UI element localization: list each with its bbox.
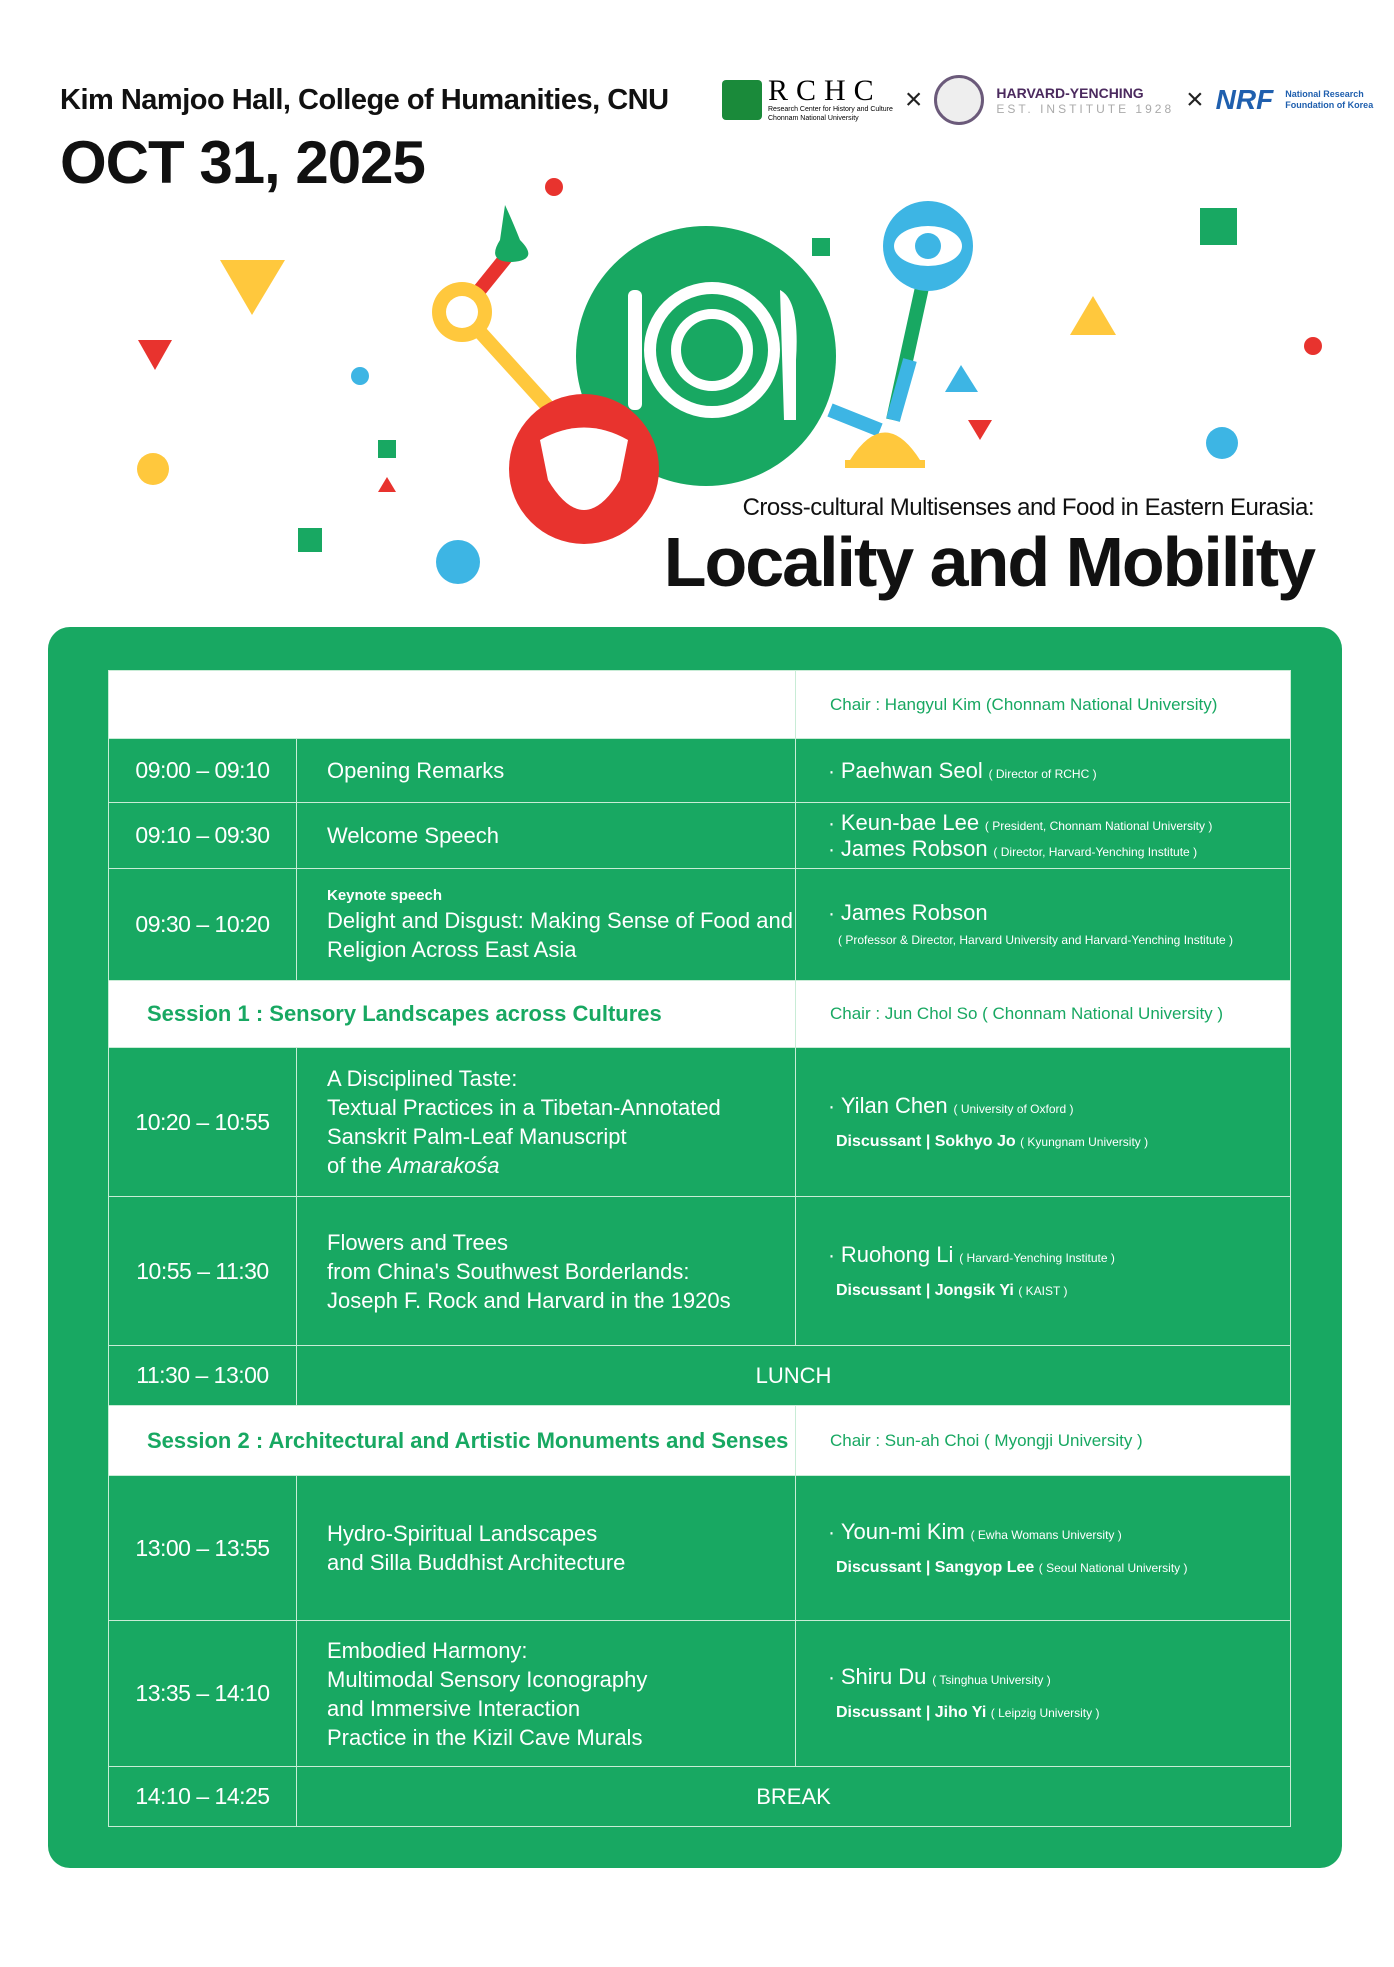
title-line: and Silla Buddhist Architecture — [327, 1550, 626, 1575]
program-table — [108, 670, 1291, 1827]
affiliation: ( University of Oxford ) — [953, 1101, 1074, 1116]
speaker-cell: · Yilan Chen ( University of Oxford ) Discussant | Sokhyo Jo ( Kyungnam University ) — [796, 1048, 1291, 1197]
table-row — [109, 869, 1291, 981]
title-line: of the — [327, 1153, 389, 1178]
affiliation: ( Kyungnam University ) — [1020, 1134, 1149, 1149]
rchc-title: RCHC — [768, 74, 882, 107]
affiliation: ( Professor & Director, Harvard University and Harvard-Yenching Institute ) — [838, 932, 1234, 947]
session-chair: Chair : Sun-ah Choi ( Myongji University ) — [796, 1406, 1291, 1476]
affiliation: ( Seoul National University ) — [1038, 1560, 1188, 1575]
affiliation: ( Leipzig University ) — [990, 1706, 1100, 1720]
rchc-sub: Research Center for History and Culture — [768, 106, 893, 113]
table-row — [109, 803, 1291, 869]
program-cell — [297, 1621, 796, 1767]
event-title: Locality and Mobility — [663, 523, 1314, 601]
session-title: Session 2 : Architectural and Artistic Monuments and Senses — [109, 1406, 796, 1476]
table-row — [109, 1048, 1291, 1197]
program-cell — [297, 1197, 796, 1346]
break-label: BREAK — [297, 1767, 1291, 1827]
nrf-sub2: Foundation of Korea — [1285, 100, 1374, 110]
table-row — [109, 671, 1291, 739]
nrf-logo: NRF — [1215, 84, 1274, 115]
discussant — [828, 1282, 1067, 1300]
affiliation: ( President, Chonnam National University ) — [984, 818, 1213, 833]
speaker: James Robson — [840, 899, 988, 925]
speaker-cell: · Youn-mi Kim ( Ewha Womans University ) Discussant | Sangyop Lee ( Seoul National University ) — [796, 1476, 1291, 1621]
speaker-cell: · Keun-bae Lee ( President, Chonnam National University ) · James Robson ( Director, Harvard-Yenching Institute ) — [796, 803, 1291, 869]
speaker-cell: · Ruohong Li ( Harvard-Yenching Institute ) Discussant | Jongsik Yi ( KAIST ) — [796, 1197, 1291, 1346]
title-line: and Immersive Interaction — [327, 1695, 581, 1721]
title-line: Sanskrit Palm-Leaf Manuscript — [327, 1124, 627, 1149]
title-line: Multimodal Sensory Iconography — [327, 1666, 648, 1692]
time: 09:30 – 10:20 — [109, 869, 297, 981]
time: 10:20 – 10:55 — [109, 1048, 297, 1197]
program-title: Opening Remarks — [297, 739, 796, 803]
rchc-sub2: Chonnam National University — [768, 115, 859, 122]
times-sign: × — [904, 83, 923, 116]
session-title: Session 1 : Sensory Landscapes across Cultures — [109, 981, 796, 1048]
program-cell — [297, 869, 796, 981]
opening-chair: Chair : Hangyul Kim (Chonnam National University) — [796, 671, 1291, 739]
affiliation: ( Director, Harvard-Yenching Institute ) — [993, 844, 1198, 859]
time: 14:10 – 14:25 — [109, 1767, 297, 1827]
time: 09:10 – 09:30 — [109, 803, 297, 869]
discussant-label: Discussant | — [836, 1704, 935, 1721]
table-row — [109, 1621, 1291, 1767]
session-header — [109, 1406, 1291, 1476]
speaker: Youn-mi Kim — [840, 1518, 965, 1544]
lunch-label: LUNCH — [297, 1346, 1291, 1406]
affiliation: ( Tsinghua University ) — [932, 1673, 1051, 1687]
time: 11:30 – 13:00 — [109, 1346, 297, 1406]
event-date: OCT 31, 2025 — [60, 129, 425, 196]
program-title: Delight and Disgust: Making Sense of Food and Religion Across East Asia — [327, 907, 793, 962]
title-italic: Amarakośa — [388, 1153, 500, 1178]
tongue-icon — [509, 394, 659, 544]
event-subtitle: Cross-cultural Multisenses and Food in Eastern Eurasia: — [742, 494, 1314, 521]
program-cell — [297, 1048, 796, 1197]
speaker: Keun-bae Lee — [840, 809, 980, 835]
keynote-label: Keynote speech — [327, 886, 443, 904]
speaker: Yilan Chen — [840, 1092, 948, 1118]
discussant-name: Sangyop Lee — [934, 1558, 1035, 1576]
hy-title: HARVARD-YENCHING — [996, 85, 1144, 101]
speaker-cell: · Shiru Du ( Tsinghua University ) Discussant | Jiho Yi ( Leipzig University ) — [796, 1621, 1291, 1767]
session-chair: Chair : Jun Chol So ( Chonnam National University ) — [796, 981, 1291, 1048]
speaker-cell: · Paehwan Seol ( Director of RCHC ) — [796, 739, 1291, 803]
affiliation: ( Ewha Womans University ) — [970, 1527, 1122, 1542]
discussant-name: Sokhyo Jo — [934, 1132, 1016, 1150]
discussant-label: Discussant | — [836, 1281, 935, 1299]
discussant — [828, 1133, 1148, 1151]
program-cell — [297, 1476, 796, 1621]
speaker: Paehwan Seol — [840, 757, 983, 783]
title-line: Hydro-Spiritual Landscapes — [327, 1521, 598, 1546]
cloche-icon — [845, 433, 925, 469]
flower-icon — [432, 282, 492, 342]
affiliation: ( Director of RCHC ) — [988, 766, 1097, 781]
discussant-name: Jiho Yi — [934, 1704, 987, 1721]
title-line: Practice in the Kizil Cave Murals — [327, 1724, 643, 1750]
time: 13:35 – 14:10 — [109, 1621, 297, 1767]
affiliation: ( KAIST ) — [1018, 1283, 1068, 1298]
eye-icon — [883, 201, 973, 291]
discussant — [828, 1559, 1188, 1577]
venue: Kim Namjoo Hall, College of Humanities, CNU — [60, 84, 669, 116]
title-line: Flowers and Trees — [327, 1229, 508, 1255]
program-title: Welcome Speech — [297, 803, 796, 869]
nrf-sub: National Research — [1285, 89, 1364, 99]
title-line: A Disciplined Taste: — [327, 1066, 518, 1091]
title-line: Joseph F. Rock and Harvard in the 1920s — [327, 1287, 731, 1313]
hy-sub: EST. INSTITUTE 1928 — [996, 102, 1175, 116]
discussant — [828, 1704, 1099, 1722]
time: 13:00 – 13:55 — [109, 1476, 297, 1621]
speaker-cell: · James Robson ( Professor & Director, Harvard University and Harvard-Yenching Institute ) — [796, 869, 1291, 981]
nose-icon — [495, 205, 528, 262]
speaker: Shiru Du — [840, 1664, 927, 1689]
discussant-name: Jongsik Yi — [934, 1281, 1014, 1299]
affiliation: ( Harvard-Yenching Institute ) — [959, 1250, 1115, 1265]
table-row — [109, 1476, 1291, 1621]
discussant-label: Discussant | — [836, 1132, 935, 1150]
session-header — [109, 981, 1291, 1048]
title-line: from China's Southwest Borderlands: — [327, 1258, 690, 1284]
times-sign: × — [1186, 83, 1204, 116]
discussant-label: Discussant | — [836, 1558, 935, 1576]
speaker: James Robson — [840, 835, 988, 861]
title-line: Textual Practices in a Tibetan-Annotated — [327, 1095, 721, 1120]
break-row — [109, 1767, 1291, 1827]
title-line: Embodied Harmony: — [327, 1637, 528, 1663]
table-row — [109, 1197, 1291, 1346]
table-row — [109, 739, 1291, 803]
time: 10:55 – 11:30 — [109, 1197, 297, 1346]
speaker: Ruohong Li — [840, 1241, 954, 1267]
lunch-row — [109, 1346, 1291, 1406]
time: 09:00 – 09:10 — [109, 739, 297, 803]
